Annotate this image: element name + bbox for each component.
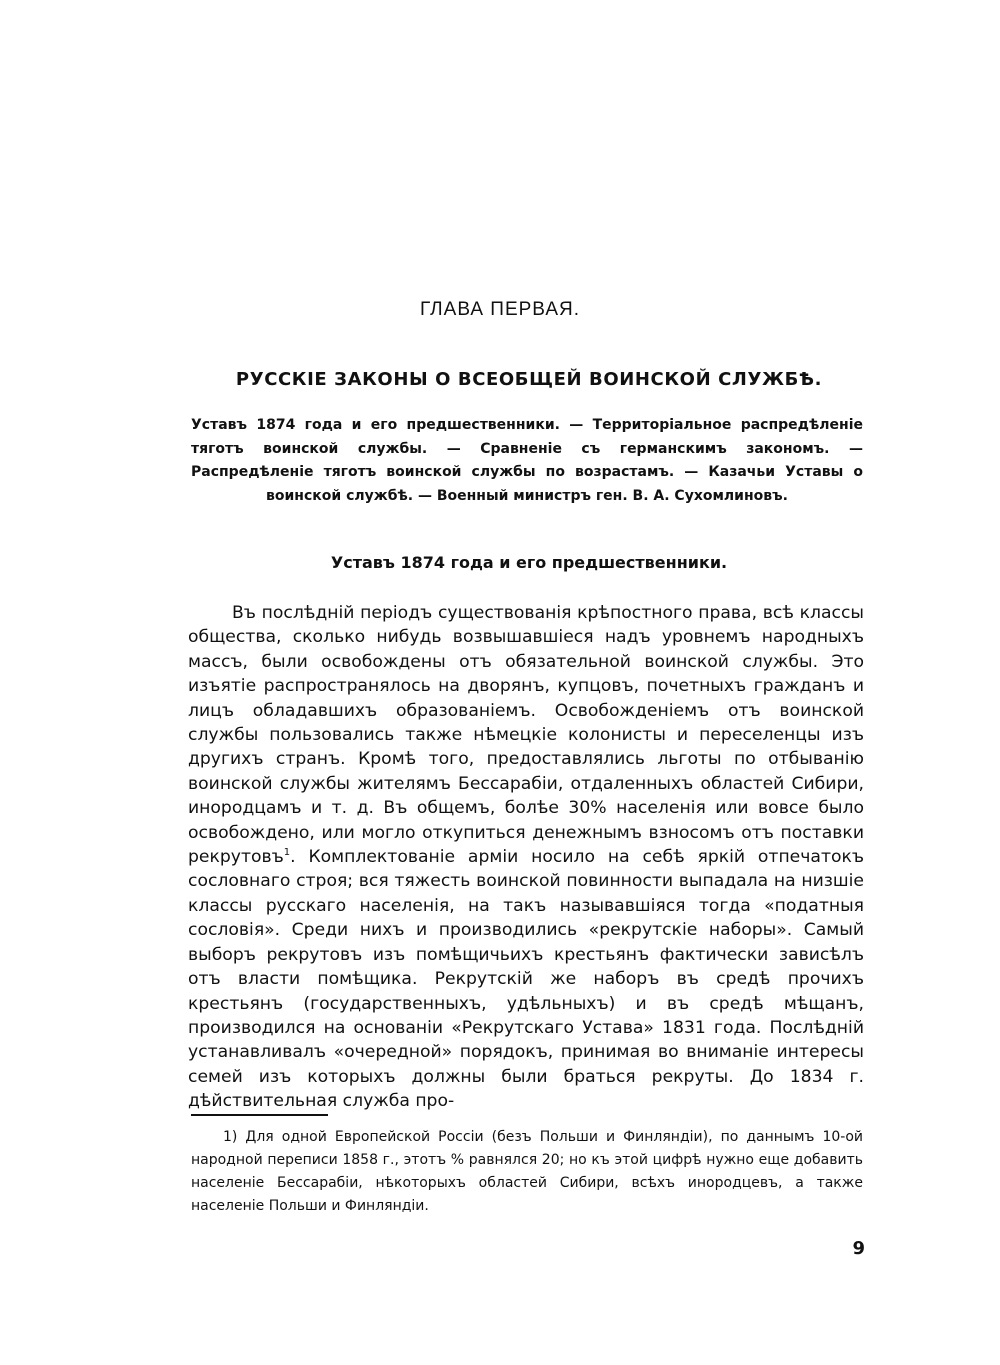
- body-paragraph: [188, 601, 864, 1114]
- footnote-divider: [191, 1114, 328, 1116]
- body-text-part-2: . Комплектованіе арміи носило на себѣ яркій отпечатокъ сословнаго строя; вся тяжесть воинской повинности выпадала на низшіе классы русскаго населенія, на такъ называвшіяся тогда «податныя сословія». Среди нихъ и производились «рекрутскіе наборы». Самый выборъ рекрутовъ изъ помѣщичьихъ крестьянъ фактически зависѣлъ отъ власти помѣщика. Рекрутскій же наборъ въ средѣ прочихъ крестьянъ (государственныхъ, удѣльныхъ) и въ средѣ мѣщанъ, производился на основаніи «Рекрутскаго Устава» 1831 года. Послѣдній устанавливалъ «очередной» порядокъ, принимая во вниманіе интересы семей изъ которыхъ должны были браться рекруты. До 1834 г. дѣйствительная служба про-: [188, 847, 864, 1112]
- chapter-title: ГЛАВА ПЕРВАЯ.: [419, 299, 581, 320]
- footnote-marker[interactable]: 1: [283, 847, 291, 859]
- footnote-text: 1) Для одной Европейской Россіи (безъ Польши и Финляндіи), по даннымъ 10-ой народной переписи 1858 г., этотъ % равнялся 20; но къ этой цифрѣ нужно еще добавить населеніе Бессарабіи, нѣкоторыхъ областей Сибири, всѣхъ инородцевъ, а также населеніе Польши и Финляндіи.: [191, 1129, 863, 1214]
- chapter-summary: Уставъ 1874 года и его предшественники. — Территоріальное распредѣленіе тяготъ воинской службы. — Сравненіе съ германскимъ закономъ. — Распредѣленіе тяготъ воинской службы по возрастамъ. — Казачьи Уставы о воинской службѣ. — Военный министръ ген. В. А. Сухомлиновъ.: [191, 417, 863, 504]
- body-text-part-1: Въ послѣдній періодъ существованія крѣпостного права, всѣ классы общества, сколько нибудь возвышавшіеся надъ уровнемъ народныхъ массъ, были освобождены отъ обязательной воинской службы. Это изъятіе распространялось на дворянъ, купцовъ, почетныхъ гражданъ и лицъ обладавшихъ образованіемъ. Освобожденіемъ отъ воинской службы пользовались также нѣмецкіе колонисты и переселенцы изъ другихъ странъ. Кромѣ того, предоставлялись льготы по отбыванію воинской службы жителямъ Бессарабіи, отдаленныхъ областей Сибири, инородцамъ и т. д. Въ общемъ, болѣе 30% населенія или вовсе было освобождено, или могло откупиться денежнымъ взносомъ отъ поставки рекрутовъ: [188, 603, 864, 868]
- main-heading: РУССКІЕ ЗАКОНЫ О ВСЕОБЩЕЙ ВОИНСКОЙ СЛУЖБѢ.: [235, 369, 823, 390]
- section-heading: Уставъ 1874 года и его предшественники.: [330, 553, 728, 572]
- page-number: 9: [852, 1238, 865, 1259]
